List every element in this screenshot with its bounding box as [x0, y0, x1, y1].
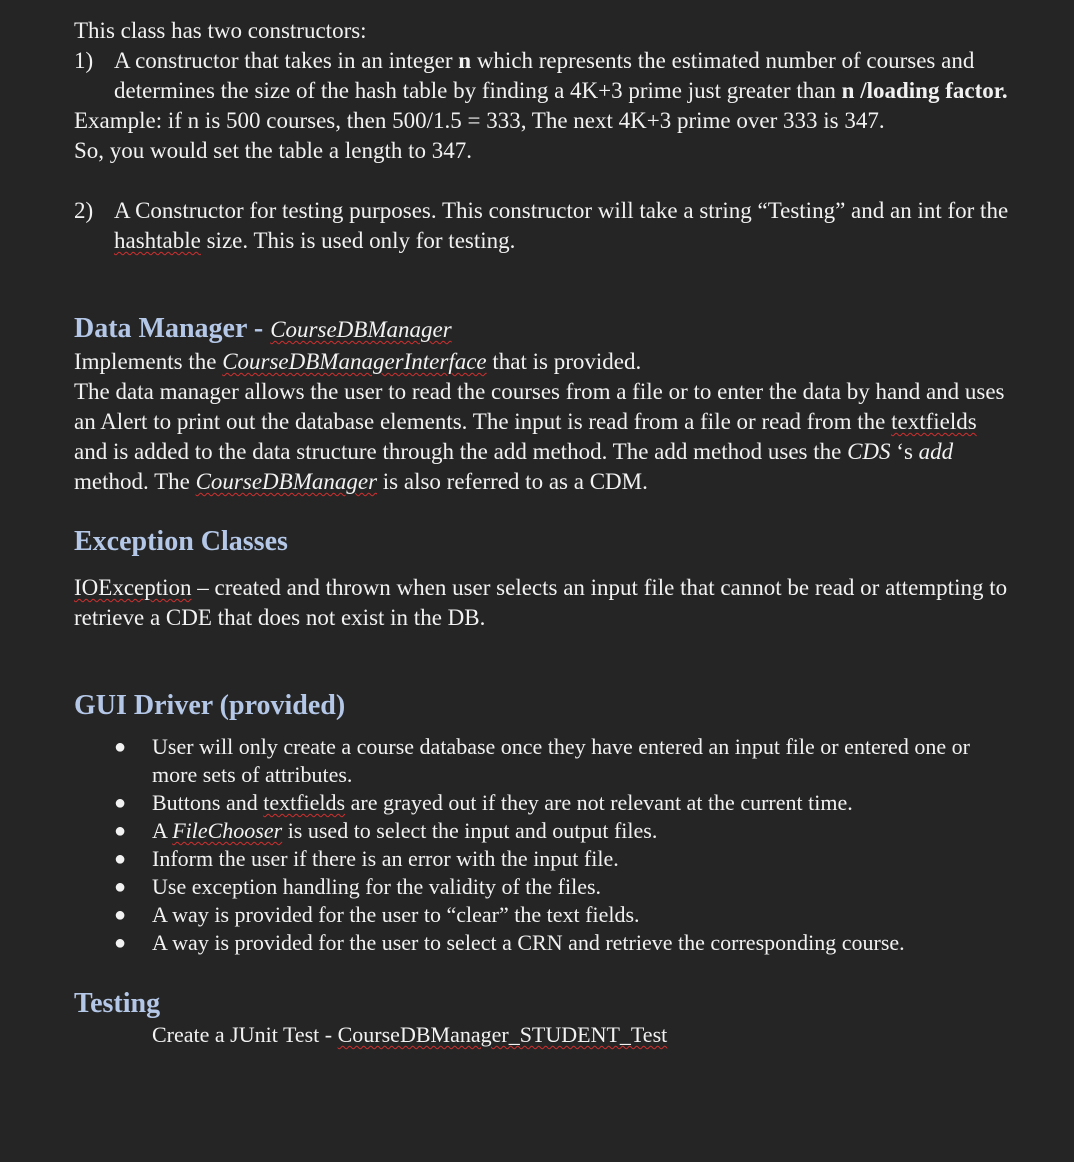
- bullet-icon: ●: [114, 792, 127, 814]
- document-body: [74, 16, 1014, 1049]
- list-item: ● A FileChooser is used to select the input and output files.: [114, 818, 658, 843]
- list-item: ● Use exception handling for the validity of the files.: [114, 874, 602, 899]
- bullet-icon: ●: [114, 848, 127, 870]
- gui-requirements-list: [74, 733, 1014, 957]
- example-line-2: So, you would set the table a length to 347.: [74, 138, 472, 163]
- ioexception-description: IOException – created and thrown when user selects an input file that cannot be read or attempting to retrieve a CDE that does not exist in the DB.: [74, 575, 1008, 630]
- list-item: ● Buttons and textfields are grayed out if they are not relevant at the current time.: [114, 790, 853, 815]
- item-number: 1): [74, 48, 94, 73]
- gui-driver-heading: GUI Driver (provided): [74, 690, 346, 721]
- testing-heading: Testing: [74, 988, 161, 1019]
- constructors-intro: This class has two constructors:: [74, 18, 367, 43]
- exceptions-heading: Exception Classes: [74, 526, 288, 557]
- list-item: ● A way is provided for the user to “clear” the text fields.: [114, 902, 640, 927]
- testing-description: Create a JUnit Test - CourseDBManager_STUDENT_Test: [152, 1022, 668, 1047]
- bullet-icon: ●: [114, 736, 127, 758]
- list-item: ● User will only create a course database once they have entered an input file or entered one or more sets of attributes.: [114, 734, 970, 787]
- bullet-icon: ●: [114, 932, 127, 954]
- item-number: 2): [74, 198, 94, 223]
- constructor-item-1: 1) A constructor that takes in an integer n which represents the estimated number of courses and determines the size of the hash table by finding a 4K+3 prime just greater than n /loading factor.: [74, 48, 1008, 103]
- gui-driver-section: [74, 689, 1014, 957]
- constructors-section: [74, 16, 1014, 256]
- list-item: ● Inform the user if there is an error with the input file.: [114, 846, 619, 871]
- list-item: ● A way is provided for the user to select a CRN and retrieve the corresponding course.: [114, 930, 905, 955]
- data-manager-section: [74, 312, 1014, 497]
- example-line-1: Example: if n is 500 courses, then 500/1.5 = 333, The next 4K+3 prime over 333 is 347.: [74, 108, 885, 133]
- bullet-icon: ●: [114, 876, 127, 898]
- implements-line: Implements the CourseDBManagerInterface that is provided.: [74, 349, 642, 374]
- bullet-icon: ●: [114, 820, 127, 842]
- data-manager-heading: Data Manager - CourseDBManager: [74, 313, 452, 344]
- testing-section: [74, 987, 1014, 1049]
- exceptions-section: [74, 525, 1014, 633]
- data-manager-description: The data manager allows the user to read the courses from a file or to enter the data by hand and uses an Alert to print out the database elements. The input is read from a file or read from the textfields and is added to the data structure through the add method. The add method uses the CDS ‘s add method. The CourseDBManager is also referred to as a CDM.: [74, 379, 1005, 494]
- constructor-item-2: 2) A Constructor for testing purposes. This constructor will take a string “Testing” and an int for the hashtable size. This is used only for testing.: [74, 198, 1009, 253]
- bullet-icon: ●: [114, 904, 127, 926]
